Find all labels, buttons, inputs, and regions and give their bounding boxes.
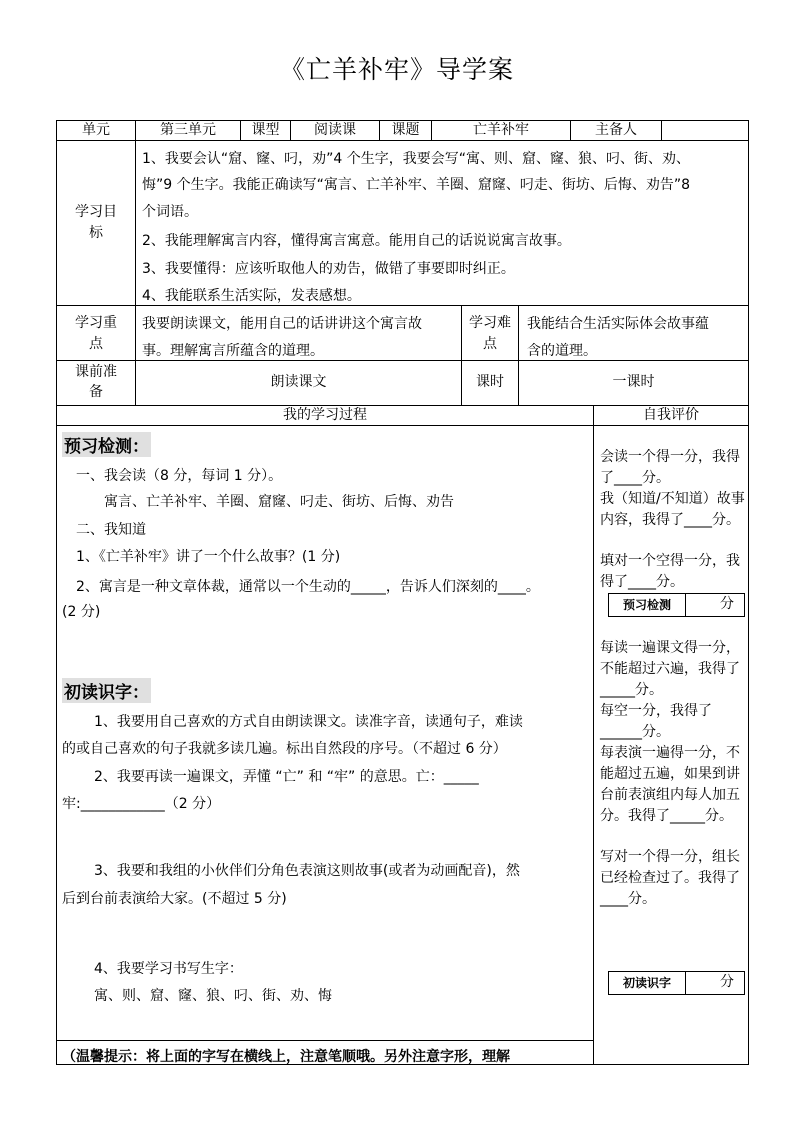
preview-q2-1: 1、《亡羊补牢》讲了一个什么故事？(1 分): [76, 549, 341, 565]
prep-value: 朗读课文: [270, 374, 327, 390]
first-read-item-4-chars: 寓、则、窟、窿、狼、叼、街、劝、悔: [94, 988, 332, 1004]
preview-score-box: [608, 593, 745, 617]
eval-fill: 填对一个空得一分，我得了____分。: [600, 553, 740, 590]
eval-header: 自我评价: [643, 407, 699, 423]
difficulty-line-2: 含的道理。: [527, 343, 597, 359]
goals-line-3: 个词语。: [142, 204, 198, 220]
eval-know: 我（知道/不知道）故事内容，我得了____分。: [600, 491, 745, 528]
first-read-heading: 初读识字：: [62, 678, 151, 703]
goals-line-5: 3、我要懂得：应该听取他人的劝告，做错了事要即时纠正。: [142, 261, 515, 277]
preview-q1-words: 寓言、亡羊补牢、羊圈、窟窿、叼走、街坊、后悔、劝告: [104, 494, 454, 510]
key-points-line-1: 我要朗读课文，能用自己的话讲讲这个寓言故: [142, 316, 422, 332]
preview-score-label: 预习检测: [609, 594, 686, 616]
first-read-item-2a: 2、我要再读一遍课文，弄懂 “亡” 和 “牢” 的意思。亡：_____: [94, 769, 479, 785]
goals-line-4: 2、我能理解寓言内容，懂得寓言寓意。能用自己的话说说寓言故事。: [142, 233, 571, 249]
first-read-score-box: [608, 971, 745, 995]
lesson-time-value: 一课时: [612, 374, 655, 390]
topic-label: 课题: [391, 122, 420, 138]
preview-q1: 一、我会读（8 分，每词 1 分）。: [76, 468, 283, 484]
first-read-item-4: 4、我要学习书写生字：: [94, 961, 243, 977]
preview-q2-2-score: (2 分): [62, 604, 101, 620]
first-read-item-2b: 牢:____________（2 分）: [62, 796, 221, 812]
goals-line-2: 悔”9 个生字。我能正确读写“寓言、亡羊补牢、羊圈、窟窿、叼走、街坊、后悔、劝告”8: [142, 177, 691, 193]
type-value: 阅读课: [314, 122, 356, 138]
goals-line-1: 1、我要会认“窟、窿、叼，劝”4 个生字，我要会写“寓、则、窟、窿、狼、叼、街、劝、: [142, 151, 691, 167]
key-points-label: 学习重点: [75, 315, 117, 352]
first-read-score-label: 初读识字: [609, 972, 686, 994]
preview-score-unit: 分: [720, 596, 734, 612]
preview-q2: 二、我知道: [76, 522, 146, 538]
unit-value: 第三单元: [160, 122, 216, 138]
prep-person-label: 主备人: [595, 122, 637, 138]
first-read-item-3a: 3、我要和我组的小伙伴们分角色表演这则故事(或者为动画配音)，然: [94, 863, 520, 879]
eval-performance: 每表演一遍得一分，不能超过五遍，如果到讲台前表演组内每人加五分。我得了_____分。: [600, 745, 740, 824]
first-read-item-1a: 1、我要用自己喜欢的方式自由朗读课文。读准字音，读通句子，难读: [94, 714, 523, 730]
goals-line-6: 4、我能联系生活实际，发表感想。: [142, 288, 361, 304]
preview-heading: 预习检测：: [62, 432, 151, 457]
type-label: 课型: [251, 122, 280, 138]
difficulty-label: 学习难点: [469, 315, 511, 352]
eval-writing: 写对一个得一分，组长已经检查过了。我得了____分。: [600, 849, 740, 907]
eval-read: 会读一个得一分，我得了____分。: [600, 449, 740, 486]
first-read-item-3b: 后到台前表演给大家。(不超过 5 分): [62, 891, 287, 907]
eval-reading-times: 每读一遍课文得一分，不能超过六遍，我得了_____分。: [600, 640, 740, 698]
unit-label: 单元: [82, 122, 110, 138]
eval-blanks: 每空一分，我得了______分。: [600, 703, 712, 740]
difficulty-line-1: 我能结合生活实际体会故事蕴: [527, 316, 709, 332]
goals-label: 学习目标: [75, 204, 117, 241]
lesson-time-label: 课时: [476, 374, 504, 390]
first-read-item-1b: 的或自己喜欢的句子我就多读几遍。标出自然段的序号。（不超过 6 分）: [62, 741, 507, 757]
key-points-line-2: 事。理解寓言所蕴含的道理。: [142, 343, 324, 359]
process-header: 我的学习过程: [283, 407, 367, 423]
page-title: 《亡羊补牢》导学案: [279, 55, 514, 84]
topic-value: 亡羊补牢: [473, 122, 529, 138]
first-read-score-unit: 分: [720, 974, 734, 990]
warm-tip: （温馨提示：将上面的字写在横线上，注意笔顺哦。另外注意字形，理解: [62, 1049, 510, 1065]
prep-label: 课前准备: [75, 364, 117, 400]
preview-q2-2: 2、寓言是一种文章体裁，通常以一个生动的_____，告诉人们深刻的____。: [76, 579, 540, 595]
